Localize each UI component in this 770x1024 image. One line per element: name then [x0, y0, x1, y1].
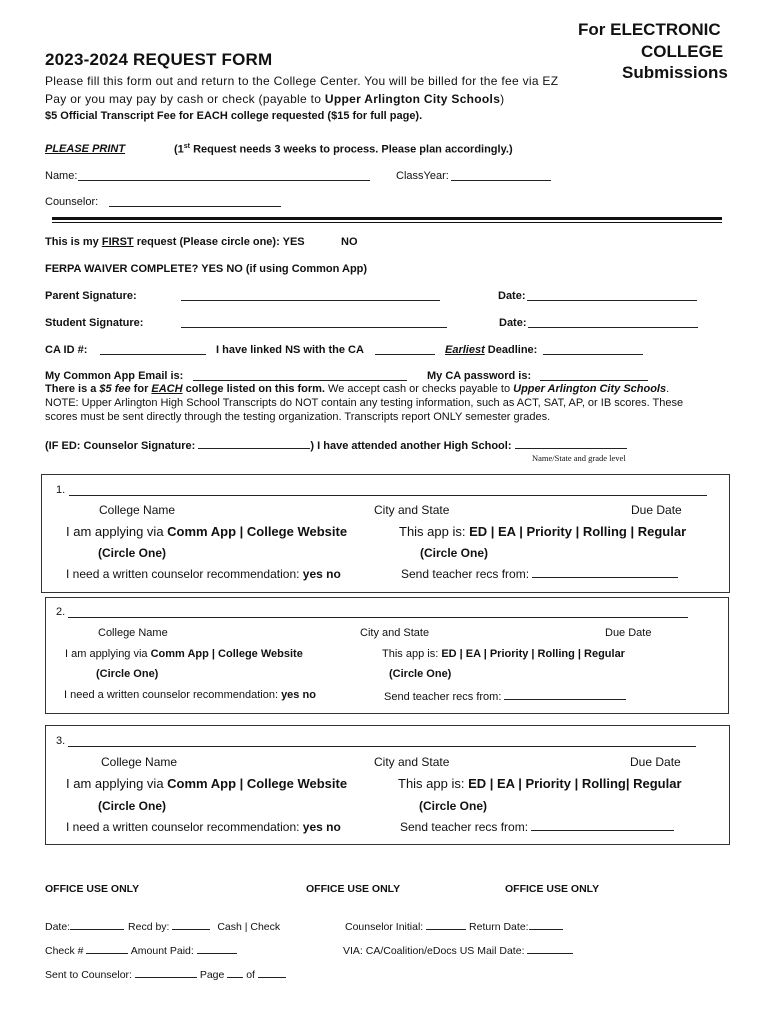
counselor-label: Counselor: [45, 196, 99, 208]
via-mail-date-label: VIA: CA/Coalition/eDocs US Mail Date: [343, 945, 528, 957]
applying-via-label: I am applying via [65, 648, 151, 660]
password-label: My CA password is: [427, 370, 532, 382]
fee-note-d: We accept cash or checks payable to [325, 383, 514, 395]
city-state-label: City and State [374, 503, 450, 517]
check-number-field[interactable] [86, 943, 128, 954]
due-date-label: Due Date [631, 503, 682, 517]
due-date-label: Due Date [605, 627, 652, 639]
office-recd-label: Recd by: [128, 921, 173, 933]
fee-line: $5 Official Transcript Fee for EACH college requested ($15 for full page). [45, 110, 423, 122]
college-number: 3. [56, 735, 66, 747]
linked-ns-field[interactable] [375, 344, 435, 355]
sent-to-counselor-label: Sent to Counselor: [45, 969, 135, 981]
fee-note-e: . [666, 383, 670, 395]
deadline-field[interactable] [543, 344, 643, 355]
first-request-a: This is my [45, 236, 102, 248]
fee-note-b: for [130, 383, 152, 395]
sent-to-counselor-field[interactable] [135, 967, 197, 978]
ferpa-question: FERPA WAIVER COMPLETE? YES NO (if using Common App) [45, 263, 368, 275]
email-field[interactable] [193, 370, 407, 381]
fee-note-fee: $5 fee [99, 383, 131, 395]
counselor-rec-options[interactable]: yes no [302, 820, 341, 834]
circle-one-via: (Circle One) [98, 546, 167, 560]
office-recd-field[interactable] [172, 919, 210, 930]
email-label: My Common App Email is: [45, 370, 184, 382]
form-title: 2023-2024 REQUEST FORM [45, 50, 273, 69]
counselor-initial-field[interactable] [426, 919, 466, 930]
app-type-label: This app is: [398, 776, 469, 791]
amount-paid-field[interactable] [197, 943, 237, 954]
college-name-label: College Name [98, 627, 168, 639]
class-year-field[interactable] [451, 170, 551, 181]
parent-date-label: Date: [498, 290, 526, 302]
app-type [399, 524, 686, 539]
circle-one-app: (Circle One) [419, 799, 488, 813]
circle-one-via: (Circle One) [96, 668, 159, 680]
student-signature-field[interactable] [181, 317, 447, 328]
student-date-label: Date: [499, 317, 527, 329]
teacher-recs-label: Send teacher recs from: [384, 691, 505, 703]
applying-via-options[interactable]: Comm App | College Website [150, 648, 303, 660]
college-box-1 [41, 474, 730, 593]
intro-text: Pay or you may pay by cash or check (payable to [45, 92, 325, 106]
counselor-rec [66, 567, 341, 581]
teacher-recs-field[interactable] [504, 689, 626, 700]
page-field[interactable] [227, 967, 243, 978]
intro-payee: Upper Arlington City Schools [324, 92, 501, 106]
amount-paid-label: Amount Paid: [130, 945, 197, 957]
first-request-no[interactable]: NO [341, 236, 358, 248]
first-request-b: request (Please circle one): YES [133, 236, 305, 248]
office-row-2 [45, 943, 237, 957]
processing-note-sup: st [183, 143, 191, 150]
intro-close: ) [500, 92, 505, 106]
applying-via-options[interactable]: Comm App | College Website [167, 776, 348, 791]
electronic-line-3: Submissions [622, 63, 728, 82]
college-box-2 [45, 597, 729, 714]
parent-signature-field[interactable] [181, 290, 440, 301]
electronic-line-2: COLLEGE [641, 42, 724, 61]
of-field[interactable] [258, 967, 286, 978]
teacher-recs-field[interactable] [532, 567, 678, 578]
college-number: 1. [56, 484, 66, 496]
processing-note [174, 143, 513, 156]
college-entry-field[interactable] [68, 607, 688, 618]
if-ed-b: ) I have attended another High School: [310, 440, 515, 452]
counselor-rec-label: I need a written counselor recommendation: [66, 567, 303, 581]
teacher-recs-label: Send teacher recs from: [400, 820, 532, 834]
ca-id-label: CA ID #: [45, 344, 88, 356]
applying-via-options[interactable]: Comm App | College Website [167, 524, 348, 539]
counselor-initial-label: Counselor Initial: [345, 921, 427, 933]
due-date-label: Due Date [630, 755, 681, 769]
previous-high-school-field[interactable] [515, 438, 627, 449]
parent-signature-label: Parent Signature: [45, 290, 137, 302]
parent-date-field[interactable] [527, 290, 697, 301]
name-field[interactable] [78, 170, 370, 181]
student-signature-label: Student Signature: [45, 317, 144, 329]
electronic-line-1: For ELECTRONIC [578, 20, 721, 39]
app-type-options[interactable]: ED | EA | Priority | Rolling | Regular [469, 524, 687, 539]
circle-one-app: (Circle One) [389, 668, 452, 680]
fee-note [45, 383, 669, 395]
class-year-label: ClassYear: [396, 170, 449, 182]
college-entry-field[interactable] [68, 736, 696, 747]
office-use-label-3: OFFICE USE ONLY [505, 883, 600, 895]
earliest-label: Earliest [445, 344, 485, 356]
teacher-recs [384, 689, 626, 703]
applying-via [66, 524, 347, 539]
app-type-label: This app is: [382, 648, 442, 660]
counselor-rec-label: I need a written counselor recommendation: [66, 820, 303, 834]
teacher-recs-label: Send teacher recs from: [401, 567, 533, 581]
office-use-label-1: OFFICE USE ONLY [45, 883, 140, 895]
if-ed-a: (IF ED: Counselor Signature: [45, 440, 199, 452]
fee-note-c: college listed on this form. [182, 383, 325, 395]
return-date-field[interactable] [529, 919, 563, 930]
teacher-recs [400, 820, 674, 834]
teacher-recs [401, 567, 678, 581]
counselor-field[interactable] [109, 196, 281, 207]
office-row-1b [345, 919, 563, 933]
circle-one-via: (Circle One) [98, 799, 167, 813]
please-print: PLEASE PRINT [45, 143, 126, 155]
testing-note-line-2: scores must be sent directly through the testing organization. Transcripts report ONLY semester grades. [45, 411, 551, 423]
name-label: Name: [45, 170, 78, 182]
check-number-label: Check # [45, 945, 87, 957]
city-state-label: City and State [374, 755, 450, 769]
counselor-rec-label: I need a written counselor recommendation: [64, 689, 282, 701]
password-field[interactable] [540, 370, 648, 381]
office-row-3 [45, 967, 286, 981]
college-name-label: College Name [101, 755, 178, 769]
ed-counselor-signature-field[interactable] [198, 438, 310, 449]
office-row-2b [343, 943, 573, 957]
intro-line-2 [45, 92, 504, 106]
ca-id-field[interactable] [100, 344, 206, 355]
app-type-label: This app is: [399, 524, 470, 539]
fee-note-payee: Upper Arlington City Schools [513, 383, 667, 395]
return-date-label: Return Date: [469, 921, 529, 933]
office-use-label-2: OFFICE USE ONLY [306, 883, 401, 895]
earliest-deadline [445, 344, 537, 356]
teacher-recs-field[interactable] [531, 820, 674, 831]
testing-note-line-1: NOTE: Upper Arlington High School Transcripts do NOT contain any testing information, such as ACT, SAT, AP, or IB scores. These [45, 397, 684, 409]
app-type [382, 648, 625, 660]
college-name-label: College Name [99, 503, 176, 517]
fee-note-each: EACH [151, 383, 183, 395]
app-type-options[interactable]: ED | EA | Priority | Rolling| Regular [468, 776, 682, 791]
fee-note-a: There is a [45, 383, 100, 395]
app-type [398, 776, 682, 791]
office-payment-type: Cash | Check [217, 921, 281, 933]
section-divider-thin [52, 222, 722, 223]
of-label: of [246, 969, 258, 981]
counselor-rec [64, 689, 316, 701]
applying-via [66, 776, 347, 791]
applying-via [65, 648, 303, 660]
high-school-sublabel: Name/State and grade level [532, 453, 626, 463]
page-label: Page [199, 969, 228, 981]
intro-line-1: Please fill this form out and return to the College Center. You will be billed for the fee via EZ [45, 74, 559, 88]
city-state-label: City and State [360, 627, 430, 639]
applying-via-label: I am applying via [66, 776, 168, 791]
college-box-3 [45, 725, 730, 845]
via-mail-date-field[interactable] [527, 943, 573, 954]
deadline-label: Deadline: [484, 344, 538, 356]
office-date-field[interactable] [70, 919, 124, 930]
college-entry-field[interactable] [69, 485, 707, 496]
section-divider [52, 217, 722, 220]
first-request [45, 236, 305, 248]
counselor-rec-options[interactable]: yes no [281, 689, 316, 701]
counselor-rec [66, 820, 341, 834]
college-number: 2. [56, 606, 66, 618]
student-date-field[interactable] [528, 317, 698, 328]
if-ed-line [45, 438, 627, 452]
first-request-first: FIRST [101, 236, 134, 248]
office-row-1 [45, 919, 280, 933]
office-date-label: Date: [45, 921, 71, 933]
counselor-rec-options[interactable]: yes no [302, 567, 341, 581]
app-type-options[interactable]: ED | EA | Priority | Rolling | Regular [441, 648, 625, 660]
circle-one-app: (Circle One) [420, 546, 489, 560]
linked-ns-label: I have linked NS with the CA [216, 344, 364, 356]
applying-via-label: I am applying via [66, 524, 168, 539]
processing-note-b: Request needs 3 weeks to process. Please plan accordingly.) [190, 143, 513, 156]
processing-note-a: (1 [174, 143, 184, 156]
